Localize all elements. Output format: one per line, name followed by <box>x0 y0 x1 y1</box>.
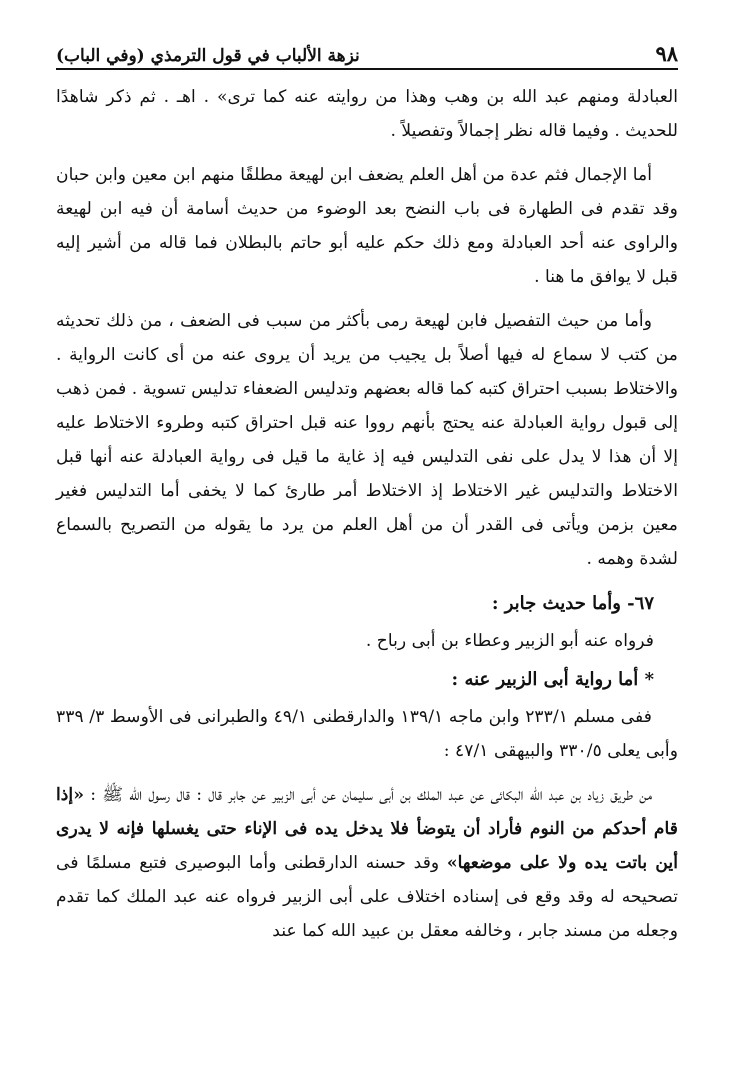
hadith-quote: «إذا قام أحدكم من النوم فأراد أن يتوضأ فلا يدخل يده فى الإناء حتى يغسلها فإنه لا يدرى أين باتت يده ولا على موضعها» <box>56 785 678 873</box>
paragraph-2: أما الإجمال فثم عدة من أهل العلم يضعف ابن لهيعة مطلقًا منهم ابن معين وابن حبان وقد تقدم فى الطهارة فى باب النضح بعد الوضوء من حديث أسامة أن فيه ابن لهيعة والراوى عنه أحد العبادلة ومع ذلك حكم عليه أبو حاتم بالبطلان فما قاله من أشير إليه قبل لا يوافق ما هنا . <box>56 165 678 287</box>
final-paragraph-rest: وقد حسنه الدارقطنى وأما البوصيرى فتبع مسلمًا فى تصحيحه له وقد وقع فى إسناده اختلاف على أبى الزبير فرواه عنه عبد الملك كما تقدم وجعله من مسند جابر ، وخالفه معقل بن عبيد الله كما عند <box>56 853 678 941</box>
section-intro: فرواه عنه أبو الزبير وعطاء بن أبى رباح . <box>365 631 654 651</box>
final-paragraph <box>56 778 678 948</box>
running-title: نزهة الألباب في قول الترمذي (وفي الباب) <box>56 46 360 66</box>
subheading: * أما رواية أبى الزبير عنه : <box>451 669 654 690</box>
page-number: ٩٨ <box>655 41 678 66</box>
final-paragraph-intro: من طريق زياد بن عبد الله البكائى عن عبد الملك بن أبى سليمان عن أبى الزبير عن جابر قال : قال رسول الله ﷺ : <box>83 785 652 805</box>
paragraph-1: العبادلة ومنهم عبد الله بن وهب وهذا من روايته عنه كما ترى» . اهـ . ثم ذكر شاهدًا للحديث . وفيما قاله نظر إجمالاً وتفصيلاً . <box>56 87 678 141</box>
references-paragraph: ففى مسلم ٢٣٣/١ وابن ماجه ١٣٩/١ والدارقطنى ٤٩/١ والطبرانى فى الأوسط ٣/ ٣٣٩ وأبى يعلى ٣٣٠/٥ والبيهقى ٤٧/١ : <box>56 707 678 761</box>
page-header <box>56 36 678 70</box>
paragraph-3: وأما من حيث التفصيل فابن لهيعة رمى بأكثر من سبب فى الضعف ، من ذلك تحديثه من كتب لا سماع له فيها أصلاً بل يجيب من يريد أن يروى عنه من أى كانت الرواية . والاختلاط بسبب احتراق كتبه كما قاله بعضهم وتدليس الضعفاء تدليس تسوية . فمن ذهب إلى قبول رواية العبادلة عنه يحتج بأنهم رووا عنه قبل احتراق كتبه وطروء الاختلاط عليه إلا أن هذا لا يدل على نفى التدليس فيه إذ غاية ما قيل فى رواية العبادلة عنه أنها قبل الاختلاط والتدليس غير الاختلاط إذ الاختلاط أمر طارئ كما لا يخفى أما التدليس فغير معين بزمن ويأتى فى القدر أن من أهل العلم من يرد ما يقوله من التصريح بالسماع لشدة وهمه . <box>56 311 678 569</box>
book-page <box>56 36 678 958</box>
section-heading: ٦٧- وأما حديث جابر : <box>491 593 654 614</box>
